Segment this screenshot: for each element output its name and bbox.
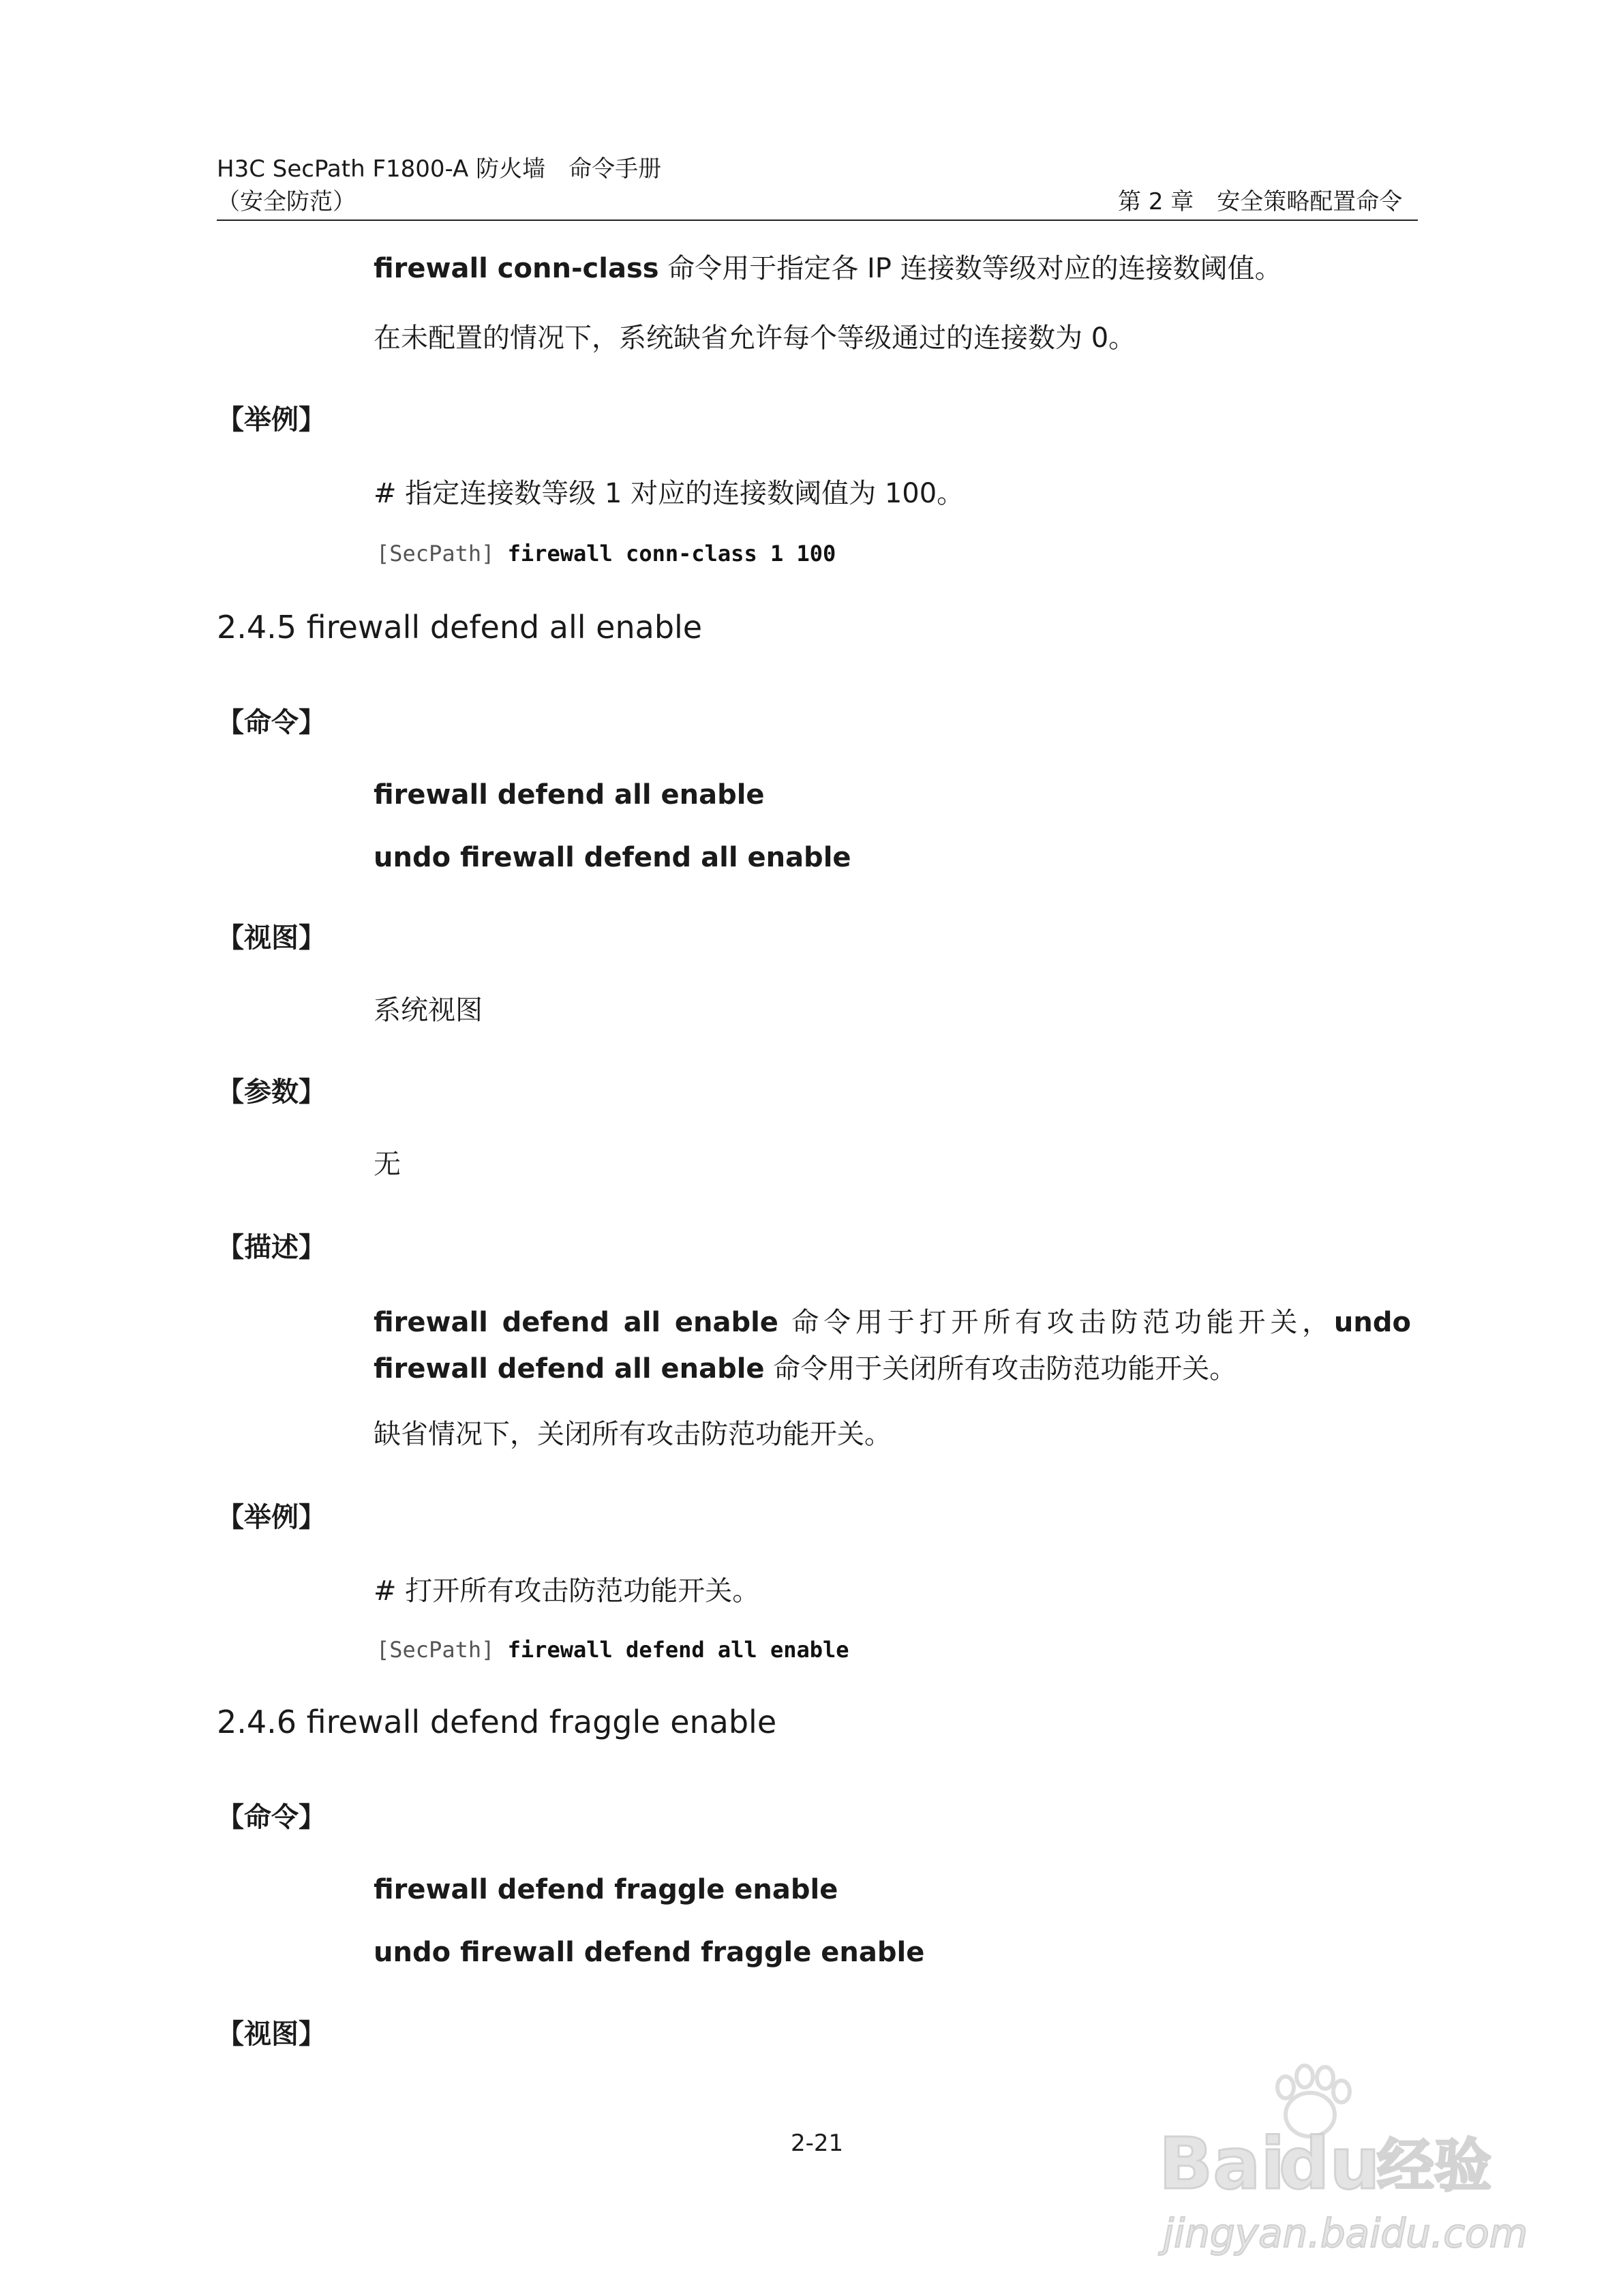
example-text: # 指定连接数等级 1 对应的连接数阈值为 100。 — [374, 478, 965, 509]
command-syntax-undo: undo firewall defend all enable — [374, 842, 851, 873]
section-tag-view: 【视图】 — [217, 922, 326, 954]
code-command: firewall defend all enable — [507, 1637, 849, 1663]
header-subtitle: （安全防范） — [217, 188, 356, 215]
watermark-brand: Bai — [1159, 2122, 1286, 2205]
command-syntax-undo: undo firewall defend fraggle enable — [374, 1937, 925, 1968]
section-tag-command: 【命令】 — [217, 707, 326, 738]
watermark-url: jingyan.baidu.com — [1163, 2210, 1528, 2256]
description-text: 命令用于打开所有攻击防范功能开关， — [778, 1307, 1334, 1338]
command-syntax: firewall defend all enable — [374, 779, 765, 811]
section-heading: 2.4.5 firewall defend all enable — [217, 609, 703, 646]
paragraph-conn-class — [374, 252, 1282, 285]
paragraph-text: 命令用于指定各 IP 连接数等级对应的连接数阈值。 — [658, 253, 1282, 284]
command-ref: firewall conn-class — [374, 253, 659, 284]
description-default: 缺省情况下，关闭所有攻击防范功能开关。 — [374, 1419, 892, 1450]
section-tag-description: 【描述】 — [217, 1232, 326, 1263]
section-heading: 2.4.6 firewall defend fraggle enable — [217, 1704, 777, 1740]
section-tag-example: 【举例】 — [217, 1502, 326, 1533]
paragraph-default: 在未配置的情况下，系统缺省允许每个等级通过的连接数为 0。 — [374, 322, 1136, 354]
header-title: H3C SecPath F1800-A 防火墙 命令手册 — [217, 155, 662, 183]
command-ref-undo: undo firewall defend all enable — [374, 1307, 1411, 1385]
code-example — [376, 1636, 849, 1663]
chapter-title: 章 安全策略配置命令 — [1163, 188, 1403, 215]
header-rule — [217, 220, 1418, 221]
description-text: 命令用于关闭所有攻击防范功能开关。 — [764, 1353, 1237, 1385]
chapter-prefix: 第 — [1118, 188, 1149, 215]
section-tag-view: 【视图】 — [217, 2019, 326, 2050]
example-text: # 打开所有攻击防范功能开关。 — [374, 1575, 760, 1607]
code-prompt: [SecPath] — [376, 541, 495, 567]
watermark-brand-cn: 经验 — [1377, 2132, 1492, 2199]
description-paragraph — [374, 1299, 1411, 1392]
page-number: 2-21 — [791, 2130, 844, 2157]
section-tag-params: 【参数】 — [217, 1076, 326, 1108]
view-text: 系统视图 — [374, 995, 483, 1026]
section-tag-example: 【举例】 — [217, 404, 326, 436]
command-syntax: firewall defend fraggle enable — [374, 1874, 838, 1905]
code-prompt: [SecPath] — [376, 1637, 495, 1663]
chapter-number: 2 — [1148, 188, 1164, 215]
baidu-jingyan-watermark — [1152, 2052, 1534, 2270]
code-command: firewall conn-class 1 100 — [507, 541, 836, 567]
params-text: 无 — [374, 1149, 401, 1180]
section-tag-command: 【命令】 — [217, 1802, 326, 1833]
code-example — [376, 540, 836, 567]
header-chapter — [1118, 188, 1402, 215]
command-ref: firewall defend all enable — [374, 1307, 778, 1338]
watermark-brand-du: du — [1279, 2122, 1380, 2205]
